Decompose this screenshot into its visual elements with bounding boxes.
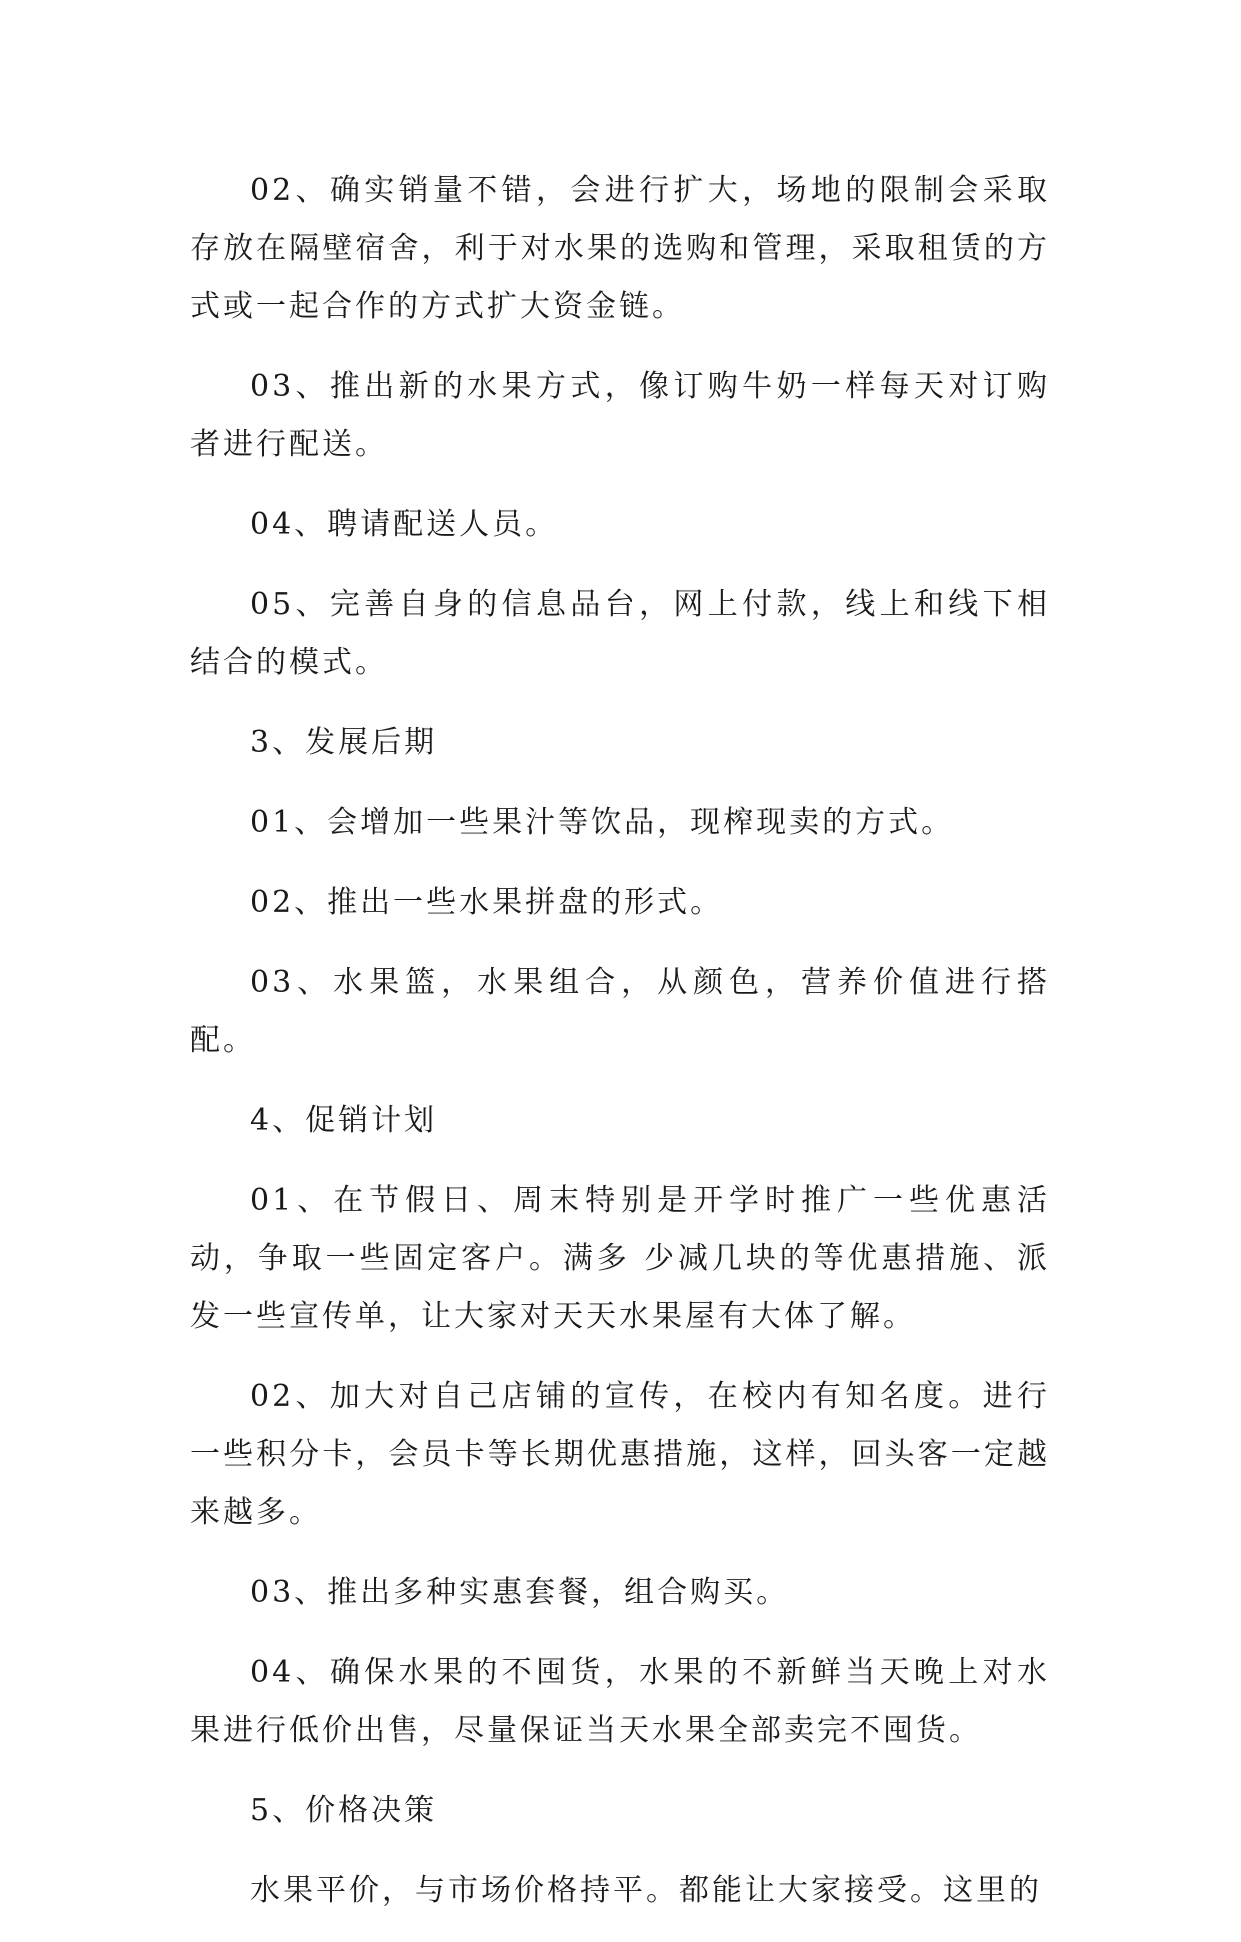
- paragraph: 04、聘请配送人员。: [250, 507, 559, 542]
- document-body: [190, 162, 1050, 1942]
- paragraph: 02、推出一些水果拼盘的形式。: [250, 885, 724, 920]
- paragraph: 水果平价，与市场价格持平。都能让大家接受。这里的: [250, 1873, 1042, 1908]
- section-heading: 4、促销计划: [250, 1103, 438, 1138]
- paragraph: 03、推出新的水果方式，像订购牛奶一样每天对订购者进行配送。: [190, 369, 1050, 462]
- paragraph: 02、加大对自己店铺的宣传，在校内有知名度。进行一些积分卡，会员卡等长期优惠措施，这样，回头客一定越来越多。: [190, 1379, 1050, 1530]
- paragraph: 02、确实销量不错，会进行扩大，场地的限制会采取存放在隔壁宿舍，利于对水果的选购和管理，采取租赁的方式或一起合作的方式扩大资金链。: [190, 173, 1050, 324]
- paragraph: 03、水果篮，水果组合，从颜色，营养价值进行搭配。: [190, 965, 1050, 1058]
- section-heading: 3、发展后期: [250, 725, 438, 760]
- paragraph: 05、完善自身的信息品台，网上付款，线上和线下相结合的模式。: [190, 587, 1050, 680]
- paragraph: 01、在节假日、周末特别是开学时推广一些优惠活动，争取一些固定客户。满多 少减几块的等优惠措施、派发一些宣传单，让大家对天天水果屋有大体了解。: [190, 1183, 1050, 1334]
- section-heading: 5、价格决策: [250, 1793, 438, 1828]
- paragraph: 03、推出多种实惠套餐，组合购买。: [250, 1575, 790, 1610]
- paragraph: 01、会增加一些果汁等饮品，现榨现卖的方式。: [250, 805, 955, 840]
- paragraph: 04、确保水果的不囤货，水果的不新鲜当天晚上对水果进行低价出售，尽量保证当天水果全部卖完不囤货。: [190, 1655, 1050, 1748]
